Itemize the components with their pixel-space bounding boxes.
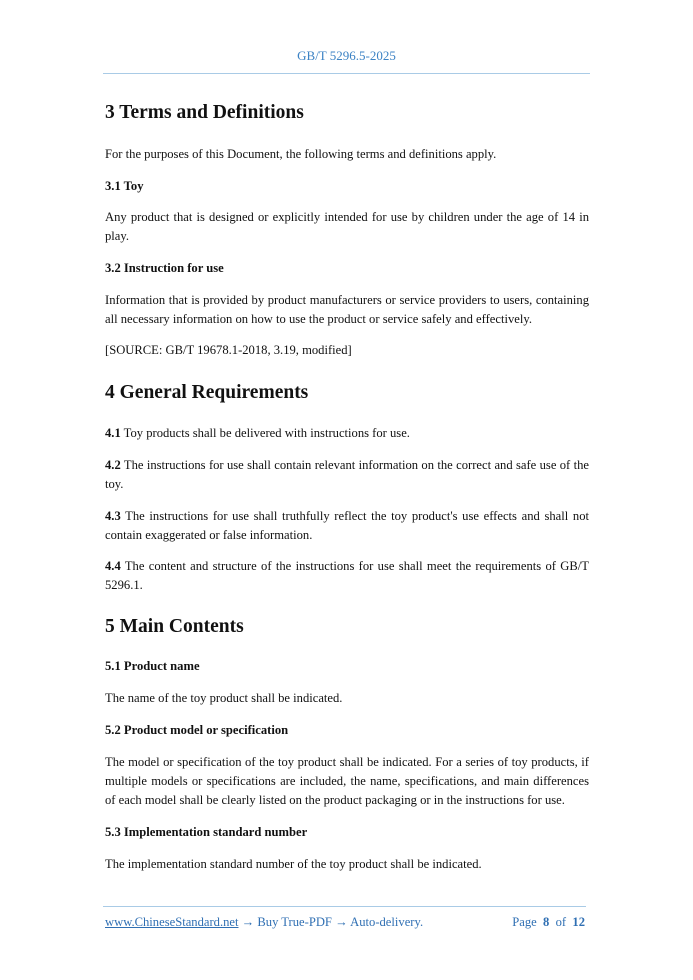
clause-number: 4.2 — [105, 458, 121, 472]
clause-number: 4.1 — [105, 426, 121, 440]
clause-number: 4.3 — [105, 509, 121, 523]
clause-number: 4.4 — [105, 559, 121, 573]
paragraph — [105, 456, 589, 494]
clause-text: The instructions for use shall contain relevant information on the correct and safe use of the toy. — [105, 458, 589, 491]
footer-text: → Buy True-PDF → Auto-delivery. — [238, 915, 424, 929]
paragraph: The name of the toy product shall be indicated. — [105, 691, 343, 705]
term-label: 3.1 Toy — [105, 179, 144, 193]
section-heading: 3 Terms and Definitions — [105, 102, 304, 123]
paragraph: Any product that is designed or explicitly intended for use by children under the age of 14 in play. — [105, 210, 589, 243]
clause-text: The content and structure of the instructions for use shall meet the requirements of GB/T 5296.1. — [105, 559, 589, 592]
website-link[interactable]: www.ChineseStandard.net — [105, 915, 239, 929]
paragraph: The model or specification of the toy product shall be indicated. For a series of toy products, if multiple models or specifications are included, the name, specifications, and main differences of each model shall be clearly listed on the product packaging or in the instructions for use. — [105, 755, 589, 807]
page-of: of — [555, 915, 567, 929]
paragraph: The implementation standard number of the toy product shall be indicated. — [105, 857, 482, 871]
page-label: Page — [512, 915, 537, 929]
header-divider — [103, 73, 590, 74]
section-heading: 5 Main Contents — [105, 616, 244, 637]
clause-text: Toy products shall be delivered with instructions for use. — [120, 426, 410, 440]
paragraph: Information that is provided by product manufacturers or service providers to users, containing all necessary information on how to use the product or service safely and effectively. — [105, 293, 589, 326]
subsection-label: 5.2 Product model or specification — [105, 723, 289, 737]
source-note: [SOURCE: GB/T 19678.1-2018, 3.19, modified] — [105, 343, 352, 357]
paragraph — [105, 424, 589, 443]
running-header: GB/T 5296.5-2025 — [297, 48, 396, 63]
subsection-label: 5.3 Implementation standard number — [105, 825, 308, 839]
paragraph — [105, 557, 589, 595]
section-heading: 4 General Requirements — [105, 382, 309, 403]
term-label: 3.2 Instruction for use — [105, 261, 224, 275]
paragraph: For the purposes of this Document, the following terms and definitions apply. — [105, 147, 497, 161]
page-total: 12 — [572, 915, 585, 929]
subsection-label: 5.1 Product name — [105, 659, 200, 673]
page-number: 8 — [543, 915, 550, 929]
paragraph — [105, 507, 589, 545]
clause-text: The instructions for use shall truthfully reflect the toy product's use effects and shall not contain exaggerated or false information. — [105, 509, 589, 542]
footer-divider — [103, 906, 586, 907]
page-indicator — [512, 915, 585, 930]
footer — [105, 915, 585, 930]
